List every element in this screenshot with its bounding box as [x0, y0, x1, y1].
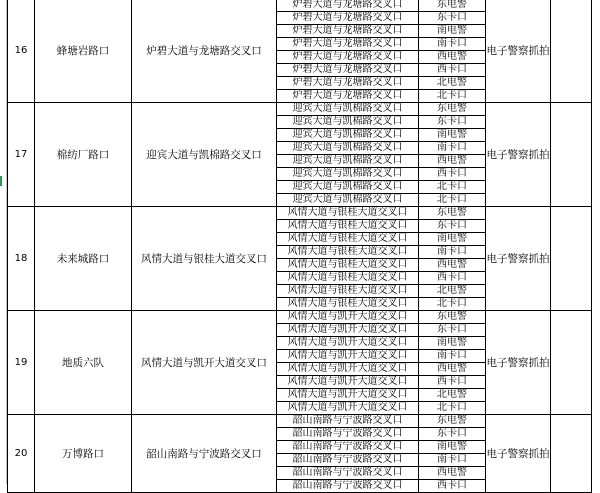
intersection-cell[interactable]: 风情大道与凯开大道交叉口	[132, 311, 277, 415]
point-cell[interactable]: 韶山南路与宁波路交叉口	[277, 415, 419, 428]
direction-cell[interactable]: 南电警	[419, 129, 486, 142]
location-name-cell[interactable]: 万博路口	[35, 415, 132, 493]
direction-cell[interactable]: 北电警	[419, 285, 486, 298]
direction-cell[interactable]: 南电警	[419, 337, 486, 350]
table-row	[8, 0, 592, 12]
point-cell[interactable]: 风情大道与银桂大道交叉口	[277, 220, 419, 233]
point-cell[interactable]: 炉碧大道与龙塘路交叉口	[277, 0, 419, 12]
direction-cell[interactable]: 东卡口	[419, 12, 486, 25]
table-row	[8, 207, 592, 220]
direction-cell[interactable]: 西电警	[419, 155, 486, 168]
point-cell[interactable]: 风情大道与凯开大道交叉口	[277, 402, 419, 415]
direction-cell[interactable]: 北卡口	[419, 194, 486, 207]
intersection-cell[interactable]: 韶山南路与宁波路交叉口	[132, 415, 277, 493]
point-cell[interactable]: 风情大道与银桂大道交叉口	[277, 285, 419, 298]
empty-cell[interactable]	[551, 0, 592, 103]
point-cell[interactable]: 韶山南路与宁波路交叉口	[277, 441, 419, 454]
point-cell[interactable]: 炉碧大道与龙塘路交叉口	[277, 51, 419, 64]
capture-type-cell[interactable]: 电子警察抓拍	[486, 415, 551, 493]
point-cell[interactable]: 风情大道与凯开大道交叉口	[277, 337, 419, 350]
table-row	[8, 311, 592, 324]
direction-cell[interactable]: 南卡口	[419, 142, 486, 155]
direction-cell[interactable]: 西电警	[419, 259, 486, 272]
direction-cell[interactable]: 西卡口	[419, 272, 486, 285]
seq-cell[interactable]: 16	[8, 0, 35, 103]
direction-cell[interactable]: 南卡口	[419, 454, 486, 467]
direction-cell[interactable]: 东电警	[419, 103, 486, 116]
point-cell[interactable]: 韶山南路与宁波路交叉口	[277, 480, 419, 493]
direction-cell[interactable]: 西卡口	[419, 376, 486, 389]
active-cell-marker	[0, 176, 2, 186]
direction-cell[interactable]: 北卡口	[419, 90, 486, 103]
table-row	[8, 103, 592, 116]
intersection-cell[interactable]: 风情大道与银桂大道交叉口	[132, 207, 277, 311]
direction-cell[interactable]: 西卡口	[419, 168, 486, 181]
point-cell[interactable]: 炉碧大道与龙塘路交叉口	[277, 90, 419, 103]
point-cell[interactable]: 风情大道与凯开大道交叉口	[277, 350, 419, 363]
direction-cell[interactable]: 北卡口	[419, 402, 486, 415]
empty-cell[interactable]	[551, 207, 592, 311]
direction-cell[interactable]: 北卡口	[419, 181, 486, 194]
direction-cell[interactable]: 北电警	[419, 389, 486, 402]
point-cell[interactable]: 韶山南路与宁波路交叉口	[277, 454, 419, 467]
point-cell[interactable]: 风情大道与银桂大道交叉口	[277, 207, 419, 220]
point-cell[interactable]: 炉碧大道与龙塘路交叉口	[277, 38, 419, 51]
point-cell[interactable]: 迎宾大道与凯棉路交叉口	[277, 116, 419, 129]
point-cell[interactable]: 韶山南路与宁波路交叉口	[277, 467, 419, 480]
point-cell[interactable]: 迎宾大道与凯棉路交叉口	[277, 181, 419, 194]
direction-cell[interactable]: 东电警	[419, 311, 486, 324]
intersection-cell[interactable]: 炉碧大道与龙塘路交叉口	[132, 0, 277, 103]
direction-cell[interactable]: 南电警	[419, 441, 486, 454]
camera-points-table	[7, 0, 592, 493]
point-cell[interactable]: 风情大道与凯开大道交叉口	[277, 389, 419, 402]
capture-type-cell[interactable]: 电子警察抓拍	[486, 207, 551, 311]
point-cell[interactable]: 风情大道与凯开大道交叉口	[277, 376, 419, 389]
capture-type-cell[interactable]: 电子警察抓拍	[486, 311, 551, 415]
point-cell[interactable]: 迎宾大道与凯棉路交叉口	[277, 103, 419, 116]
point-cell[interactable]: 风情大道与凯开大道交叉口	[277, 311, 419, 324]
row-header-strip	[0, 0, 7, 484]
capture-type-cell[interactable]: 电子警察抓拍	[486, 103, 551, 207]
direction-cell[interactable]: 东电警	[419, 415, 486, 428]
point-cell[interactable]: 迎宾大道与凯棉路交叉口	[277, 194, 419, 207]
direction-cell[interactable]: 南卡口	[419, 38, 486, 51]
point-cell[interactable]: 风情大道与银桂大道交叉口	[277, 259, 419, 272]
point-cell[interactable]: 迎宾大道与凯棉路交叉口	[277, 129, 419, 142]
point-cell[interactable]: 风情大道与银桂大道交叉口	[277, 298, 419, 311]
point-cell[interactable]: 迎宾大道与凯棉路交叉口	[277, 142, 419, 155]
direction-cell[interactable]: 东卡口	[419, 220, 486, 233]
direction-cell[interactable]: 南电警	[419, 233, 486, 246]
direction-cell[interactable]: 东电警	[419, 207, 486, 220]
direction-cell[interactable]: 西电警	[419, 467, 486, 480]
direction-cell[interactable]: 南卡口	[419, 350, 486, 363]
direction-cell[interactable]: 西卡口	[419, 64, 486, 77]
capture-type-cell[interactable]: 电子警察抓拍	[486, 0, 551, 103]
point-cell[interactable]: 炉碧大道与龙塘路交叉口	[277, 12, 419, 25]
direction-cell[interactable]: 西卡口	[419, 480, 486, 493]
direction-cell[interactable]: 东电警	[419, 0, 486, 12]
table-row	[8, 415, 592, 428]
seq-cell[interactable]: 20	[8, 415, 35, 493]
location-name-cell[interactable]: 地质六队	[35, 311, 132, 415]
seq-cell[interactable]: 17	[8, 103, 35, 207]
location-name-cell[interactable]: 棉纺厂路口	[35, 103, 132, 207]
seq-cell[interactable]: 18	[8, 207, 35, 311]
point-cell[interactable]: 迎宾大道与凯棉路交叉口	[277, 155, 419, 168]
direction-cell[interactable]: 东卡口	[419, 428, 486, 441]
location-name-cell[interactable]: 蜂塘岩路口	[35, 0, 132, 103]
point-cell[interactable]: 迎宾大道与凯棉路交叉口	[277, 168, 419, 181]
direction-cell[interactable]: 南电警	[419, 25, 486, 38]
direction-cell[interactable]: 东卡口	[419, 116, 486, 129]
direction-cell[interactable]: 东卡口	[419, 324, 486, 337]
point-cell[interactable]: 炉碧大道与龙塘路交叉口	[277, 25, 419, 38]
point-cell[interactable]: 风情大道与银桂大道交叉口	[277, 233, 419, 246]
seq-cell[interactable]: 19	[8, 311, 35, 415]
direction-cell[interactable]: 西电警	[419, 363, 486, 376]
point-cell[interactable]: 炉碧大道与龙塘路交叉口	[277, 64, 419, 77]
direction-cell[interactable]: 北电警	[419, 77, 486, 90]
point-cell[interactable]: 韶山南路与宁波路交叉口	[277, 428, 419, 441]
point-cell[interactable]: 风情大道与凯开大道交叉口	[277, 363, 419, 376]
direction-cell[interactable]: 西电警	[419, 51, 486, 64]
table-body	[8, 0, 592, 493]
empty-cell[interactable]	[551, 415, 592, 493]
point-cell[interactable]: 炉碧大道与龙塘路交叉口	[277, 77, 419, 90]
direction-cell[interactable]: 北卡口	[419, 298, 486, 311]
empty-cell[interactable]	[551, 103, 592, 207]
location-name-cell[interactable]: 未来城路口	[35, 207, 132, 311]
point-cell[interactable]: 风情大道与银桂大道交叉口	[277, 246, 419, 259]
intersection-cell[interactable]: 迎宾大道与凯棉路交叉口	[132, 103, 277, 207]
point-cell[interactable]: 风情大道与凯开大道交叉口	[277, 324, 419, 337]
empty-cell[interactable]	[551, 311, 592, 415]
direction-cell[interactable]: 南卡口	[419, 246, 486, 259]
point-cell[interactable]: 风情大道与银桂大道交叉口	[277, 272, 419, 285]
